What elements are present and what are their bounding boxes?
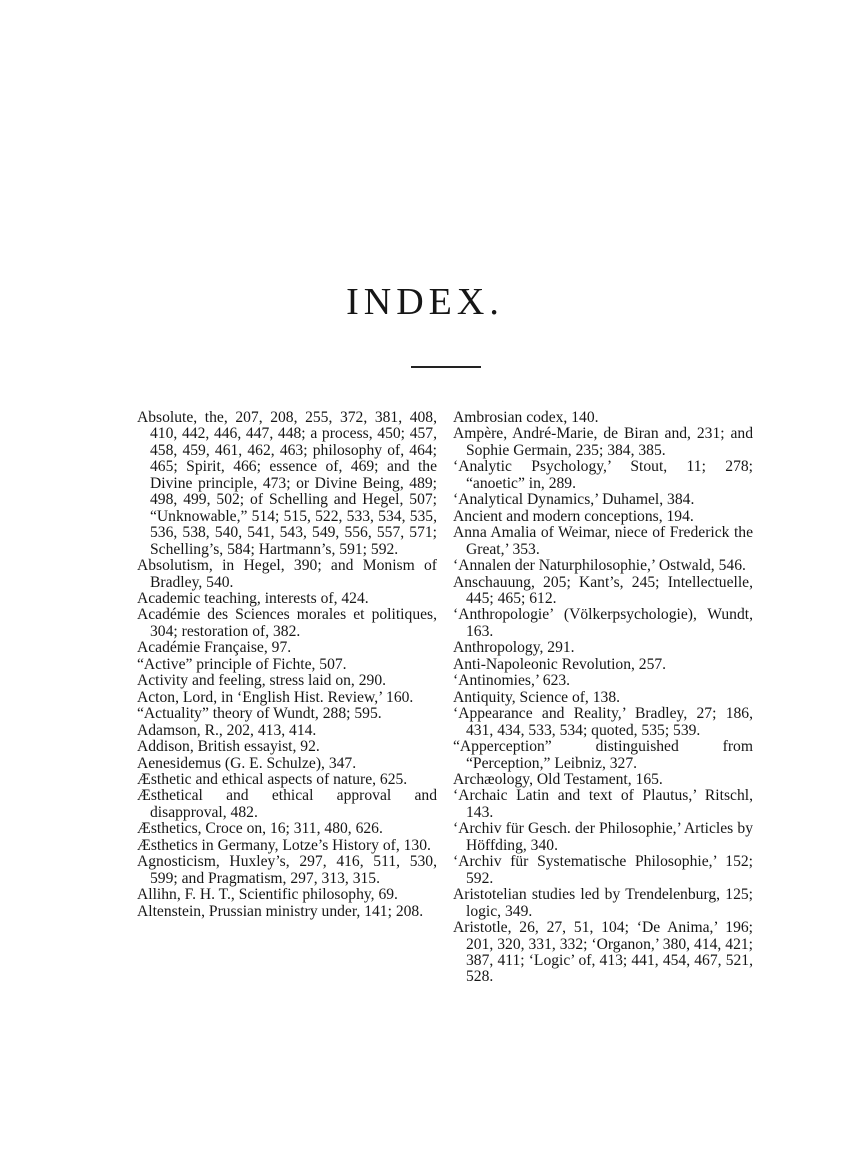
index-entry: ‘Appearance and Reality,’ Bradley, 27; 186, 431, 434, 533, 534; quoted, 535; 539. — [453, 705, 753, 739]
index-entry: Ancient and modern conceptions, 194. — [453, 507, 694, 525]
index-entry: ‘Archiv für Systematische Philosophie,’ 152; 592. — [453, 853, 753, 887]
index-entry: ‘Archiv für Gesch. der Philosophie,’ Articles by Höffding, 340. — [453, 820, 753, 854]
index-column-right — [453, 410, 753, 986]
index-entry: ‘Anthropologie’ (Völkerpsychologie), Wundt, 163. — [453, 606, 753, 640]
index-entry: Æsthetical and ethical approval and disapproval, 482. — [137, 787, 437, 821]
index-entry: ‘Analytic Psychology,’ Stout, 11; 278; “anoetic” in, 289. — [453, 458, 753, 492]
page-title: INDEX. — [346, 281, 504, 323]
index-entry: Aenesidemus (G. E. Schulze), 347. — [137, 754, 357, 772]
index-entry: Ampère, André-Marie, de Biran and, 231; and Sophie Germain, 235; 384, 385. — [453, 425, 753, 459]
index-entry: Altenstein, Prussian ministry under, 141; 208. — [137, 902, 424, 920]
index-entry: Æsthetics, Croce on, 16; 311, 480, 626. — [137, 820, 383, 838]
index-entry: Ambrosian codex, 140. — [453, 409, 599, 426]
index-entry: Aristotle, 26, 27, 51, 104; ‘De Anima,’ 196; 201, 320, 331, 332; ‘Organon,’ 380, 414, 421; 387, 411; ‘Logic’ of, 413; 441, 454, 467, 521, 528. — [453, 919, 753, 986]
index-entry: Acton, Lord, in ‘English Hist. Review,’ 160. — [137, 688, 414, 706]
index-entry: Absolute, the, 207, 208, 255, 372, 381, 408, 410, 442, 446, 447, 448; a process, 450; 457, 458, 459, 461, 462, 463; philosophy of, 464; 465; Spirit, 466; essence of, 469; and the Divine principle, 473; or Divine Being, 489; 498, 499, 502; of Schelling and Hegel, 507; “Unknowable,” 514; 515, 522, 533, 534, 535, 536, 538, 540, 541, 543, 549, 556, 557, 571; Schelling’s, 584; Hartmann’s, 591; 592. — [137, 409, 437, 558]
index-entry: Archæology, Old Testament, 165. — [453, 770, 663, 788]
index-entry: “Apperception” distinguished from “Perception,” Leibniz, 327. — [453, 738, 753, 772]
index-entry: ‘Antinomies,’ 623. — [453, 672, 571, 690]
index-entry: ‘Annalen der Naturphilosophie,’ Ostwald, 546. — [453, 557, 746, 575]
index-entry: Æsthetics in Germany, Lotze’s History of, 130. — [137, 836, 431, 854]
index-entry: Absolutism, in Hegel, 390; and Monism of Bradley, 540. — [137, 557, 437, 591]
index-entry: Aristotelian studies led by Trendelenburg, 125; logic, 349. — [453, 886, 753, 920]
index-entry: “Actuality” theory of Wundt, 288; 595. — [137, 705, 382, 723]
index-entry: Academic teaching, interests of, 424. — [137, 589, 369, 607]
index-entry: “Active” principle of Fichte, 507. — [137, 655, 347, 673]
index-entry: ‘Analytical Dynamics,’ Duhamel, 384. — [453, 491, 695, 509]
index-entry: Æsthetic and ethical aspects of nature, 625. — [137, 770, 408, 788]
index-entry: Antiquity, Science of, 138. — [453, 688, 621, 706]
index-entry: Allihn, F. H. T., Scientific philosophy, 69. — [137, 886, 398, 904]
index-entry: Académie Française, 97. — [137, 639, 292, 657]
index-entry: Anschauung, 205; Kant’s, 245; Intellectuelle, 445; 465; 612. — [453, 573, 753, 607]
index-entry: Académie des Sciences morales et politiques, 304; restoration of, 382. — [137, 606, 437, 640]
index-entry: ‘Archaic Latin and text of Plautus,’ Ritschl, 143. — [453, 787, 753, 821]
index-entry: Anti-Napoleonic Revolution, 257. — [453, 655, 667, 673]
index-column-left — [137, 410, 437, 920]
index-entry: Agnosticism, Huxley’s, 297, 416, 511, 530, 599; and Pragmatism, 297, 313, 315. — [137, 853, 437, 887]
index-entry: Anthropology, 291. — [453, 639, 575, 657]
title-rule — [411, 366, 481, 368]
index-entry: Activity and feeling, stress laid on, 290. — [137, 672, 387, 690]
index-entry: Addison, British essayist, 92. — [137, 738, 320, 756]
index-entry: Anna Amalia of Weimar, niece of Frederick the Great,’ 353. — [453, 524, 753, 558]
index-entry: Adamson, R., 202, 413, 414. — [137, 721, 317, 739]
